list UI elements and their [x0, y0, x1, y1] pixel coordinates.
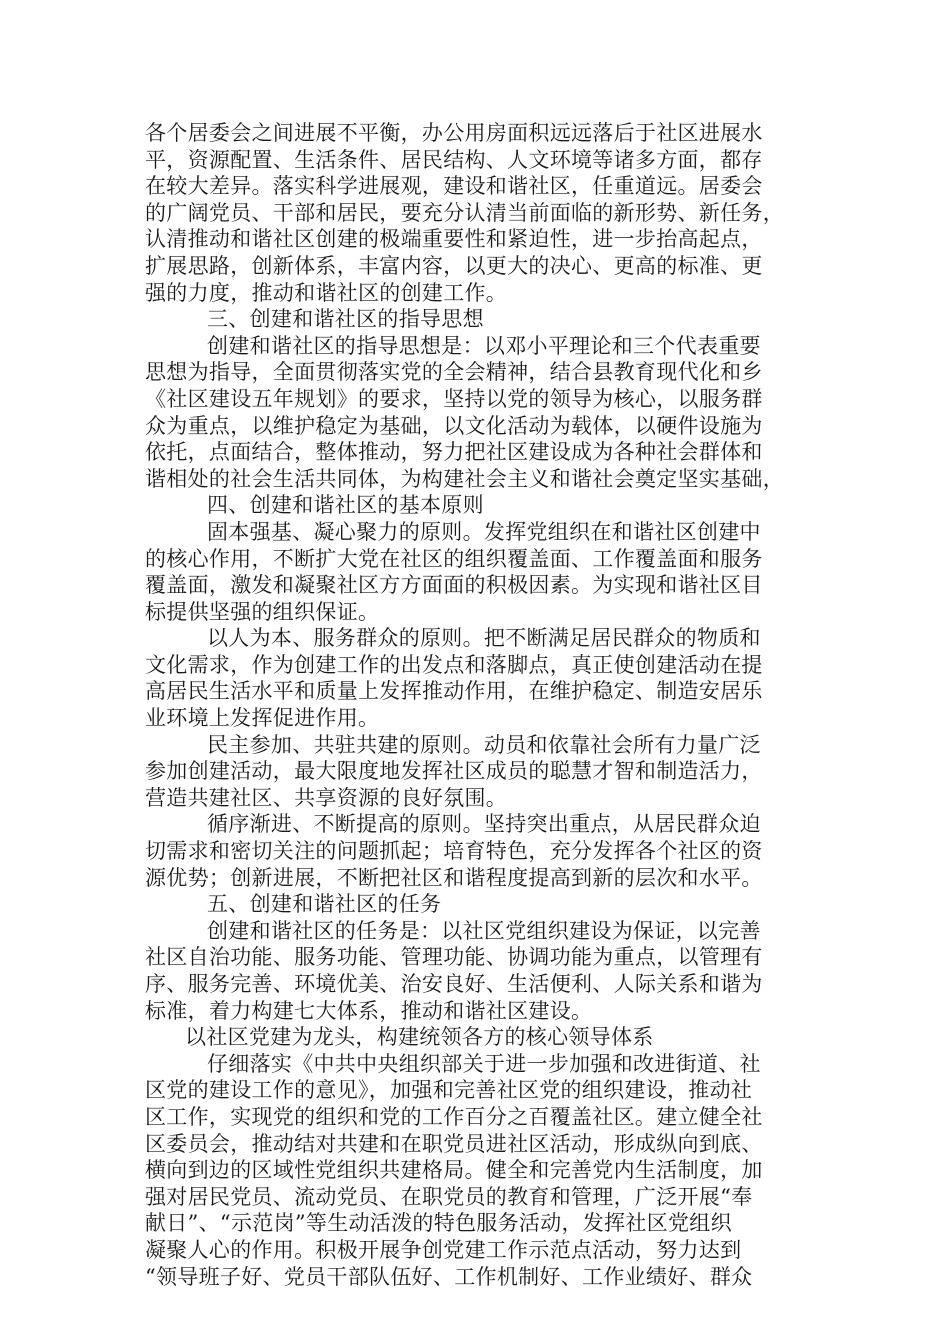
paragraph-start: 仔细落实《中共中央组织部关于进一步加强和改进街道、社 — [207, 1051, 761, 1076]
paragraph-start: 以人为本、服务群众的原则。把不断满足居民群众的物质和 — [207, 626, 761, 651]
paragraph-start: 创建和谐社区的任务是：以社区党组织建设为保证，以完善 — [207, 918, 761, 943]
text-line: “领导班子好、党员干部队伍好、工作机制好、工作业绩好、群众 — [145, 1264, 753, 1289]
text-line: 序、服务完善、环境优美、治安良好、生活便利、人际关系和谐为 — [145, 972, 763, 996]
text-line: 切需求和密切关注的问题抓起；培育特色，充分发挥各个社区的资 — [145, 839, 763, 864]
text-line: 社区自治功能、服务功能、管理功能、协调功能为重点，以管理有 — [145, 945, 763, 970]
text-line: 献日”、“示范岗”等生动活泼的特色服务活动，发挥社区党组织 — [145, 1211, 732, 1236]
section-heading: 三、创建和谐社区的指导思想 — [207, 307, 484, 332]
document-body — [145, 120, 810, 1290]
paragraph-start: 循序渐进、不断提高的原则。坚持突出重点，从居民群众迫 — [207, 812, 761, 837]
text-line: 《社区建设五年规划》的要求，坚持以党的领导为核心，以服务群 — [145, 386, 763, 411]
paragraph-start: 创建和谐社区的指导思想是：以邓小平理论和三个代表重要 — [207, 333, 761, 358]
text-line: 强的力度，推动和谐社区的创建工作。 — [145, 280, 508, 305]
text-line: 的核心作用，不断扩大党在社区的组织覆盖面、工作覆盖面和服务 — [145, 546, 763, 571]
text-line: 区委员会，推动结对共建和在职党员进社区活动，形成纵向到底、 — [145, 1131, 763, 1156]
text-line: 标准，着力构建七大体系，推动和谐社区建设。 — [145, 998, 593, 1023]
text-line: 的广阔党员、干部和居民，要充分认清当前面临的新形势、新任务， — [145, 200, 784, 225]
text-line: 文化需求，作为创建工作的出发点和落脚点，真正使创建活动在提 — [145, 652, 763, 677]
text-line: 思想为指导，全面贯彻落实党的全会精神，结合县教育现代化和乡 — [145, 360, 763, 385]
text-line: 区工作，实现党的组织和党的工作百分之百覆盖社区。建立健全社 — [145, 1104, 763, 1129]
text-line: 覆盖面，激发和凝聚社区方方面面的积极因素。为实现和谐社区目 — [145, 573, 763, 598]
text-line: 平，资源配置、生活条件、居民结构、人文环境等诸多方面，都存 — [145, 147, 763, 172]
text-line: 横向到边的区域性党组织共建格局。健全和完善党内生活制度，加 — [145, 1158, 763, 1183]
text-line: 依托，点面结合，整体推动，努力把社区建设成为各种社会群体和 — [145, 440, 763, 465]
text-line: 在较大差异。落实科学进展观，建设和谐社区，任重道远。居委会 — [145, 174, 763, 199]
text-line: 源优势；创新进展，不断把社区和谐程度提高到新的层次和水平。 — [145, 865, 763, 890]
paragraph-start: 固本强基、凝心聚力的原则。发挥党组织在和谐社区创建中 — [207, 519, 761, 544]
paragraph-start: 民主参加、共驻共建的原则。动员和依靠社会所有力量广泛 — [207, 732, 761, 757]
text-line: 营造共建社区、共享资源的良好氛围。 — [145, 785, 508, 810]
text-line: 标提供坚强的组织保证。 — [145, 599, 380, 624]
text-line: 高居民生活水平和质量上发挥推动作用，在维护稳定、制造安居乐 — [145, 679, 763, 704]
text-line: 参加创建活动，最大限度地发挥社区成员的聪慧才智和制造活力， — [145, 759, 763, 784]
text-line: 众为重点，以维护稳定为基础，以文化活动为载体，以硬件设施为 — [145, 413, 763, 438]
text-line: 认清推动和谐社区创建的极端重要性和紧迫性，进一步抬高起点， — [145, 227, 763, 252]
text-line: 强对居民党员、流动党员、在职党员的教育和管理，广泛开展“奉 — [145, 1184, 753, 1209]
text-line: 区党的建设工作的意见》，加强和完善社区党的组织建设，推动社 — [145, 1078, 753, 1103]
text-line: 各个居委会之间进展不平衡，办公用房面积远远落后于社区进展水 — [145, 121, 763, 145]
text-line: 业环境上发挥促进作用。 — [145, 706, 380, 731]
text-line: 凝聚人心的作用。积极开展争创党建工作示范点活动，努力达到 — [145, 1237, 742, 1262]
sub-heading: 以社区党建为龙头，构建统领各方的核心领导体系 — [185, 1025, 654, 1050]
section-heading: 四、创建和谐社区的基本原则 — [207, 493, 484, 518]
text-line: 谐相处的社会生活共同体，为构建社会主义和谐社会奠定坚实基础， — [145, 466, 784, 491]
text-line: 扩展思路，创新体系，丰富内容，以更大的决心、更高的标准、更 — [145, 253, 763, 278]
section-heading: 五、创建和谐社区的任务 — [207, 892, 442, 917]
